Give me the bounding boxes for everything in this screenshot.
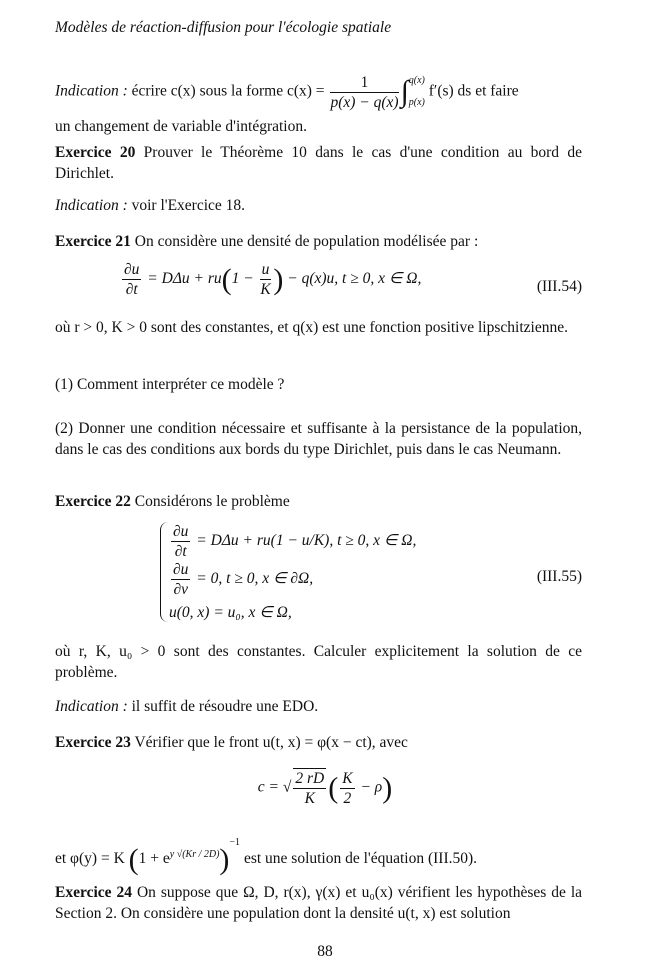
left-paren: ( xyxy=(328,771,339,805)
left-paren: ( xyxy=(128,842,139,876)
system-line xyxy=(169,522,416,560)
exponent: −1 xyxy=(229,837,241,848)
exercise-text: Prouver le Théorème 10 dans le cas d'une condition au bord de Dirichlet. xyxy=(55,144,583,182)
paragraph: où r, K, u₀ > 0 sont des constantes. Calculer explicitement la solution de ce problème. xyxy=(55,643,582,681)
exercise-label: Exercice 21 xyxy=(55,233,131,250)
text: voir l'Exercice 18. xyxy=(127,197,246,214)
fraction xyxy=(340,769,354,808)
eq-part: est une solution de l'équation (III.50). xyxy=(240,850,478,867)
text: un changement de variable d'intégration. xyxy=(55,118,307,135)
numerator: K xyxy=(342,769,353,787)
fraction xyxy=(171,522,190,561)
lower-bound: p(x) xyxy=(408,97,425,108)
numerator: u xyxy=(261,261,270,278)
system-line xyxy=(169,560,416,602)
eq-line: = 0, t ≥ 0, x ∈ ∂Ω, xyxy=(192,570,314,588)
exercise-21 xyxy=(55,231,582,252)
indication-label: Indication : xyxy=(55,82,128,100)
numerator: ∂u xyxy=(173,523,189,540)
fraction xyxy=(260,260,272,299)
text: il suffit de résoudre une EDO. xyxy=(127,698,319,715)
integral-bounds xyxy=(409,70,425,114)
exercise-text: On considère une densité de population modélisée par : xyxy=(130,233,479,250)
indication-20 xyxy=(55,195,582,216)
question-1: (1) Comment interpréter ce modèle ? xyxy=(55,376,285,393)
upper-bound: q(x) xyxy=(408,75,425,86)
text: écrire c(x) sous la forme c(x) = xyxy=(127,82,329,100)
exercise-20 xyxy=(55,142,582,184)
running-header: Modèles de réaction-diffusion pour l'écologie spatiale xyxy=(55,19,392,36)
fraction xyxy=(293,768,326,808)
right-paren: ) xyxy=(273,263,284,296)
eq-part: et φ(y) = K xyxy=(55,850,129,867)
equation-c xyxy=(0,768,650,808)
exercise-24 xyxy=(55,882,582,924)
indication-22 xyxy=(55,696,582,717)
equation-phi xyxy=(55,832,582,876)
denominator: ∂ν xyxy=(173,581,188,598)
exercise-label: Exercice 20 xyxy=(55,144,136,161)
exercise-23 xyxy=(55,732,582,753)
denominator: K xyxy=(304,790,315,807)
eq-line: u(0, x) = u₀, x ∈ Ω, xyxy=(169,604,292,621)
eq-part: 1 − xyxy=(231,270,258,288)
denominator: ∂t xyxy=(125,281,138,298)
numerator: ∂u xyxy=(173,561,189,578)
right-paren: ) xyxy=(382,771,393,805)
exercise-text: Considérons le problème xyxy=(130,493,290,510)
eq-part: − ρ xyxy=(356,778,383,796)
eq-part: 1 + e xyxy=(138,850,170,867)
eq-part: − q(x)u, t ≥ 0, x ∈ Ω, xyxy=(283,270,422,288)
text: f′(s) ds et faire xyxy=(424,82,519,100)
indication-label: Indication : xyxy=(55,698,128,715)
exercise-label: Exercice 22 xyxy=(55,493,131,510)
denominator: K xyxy=(260,281,271,298)
integral-sign: ∫ xyxy=(400,75,409,108)
eq-part: c = √ xyxy=(257,778,292,796)
eq-line: = DΔu + ru(1 − u/K), t ≥ 0, x ∈ Ω, xyxy=(192,532,417,550)
fraction xyxy=(171,560,190,599)
equation-number: (III.55) xyxy=(536,568,582,585)
exercise-label: Exercice 23 xyxy=(55,734,131,751)
eq-part: = DΔu + ru xyxy=(143,270,222,288)
exercise-label: Exercice 24 xyxy=(55,884,132,901)
exercise-text: Vérifier que le front u(t, x) = φ(x − ct), avec xyxy=(130,734,408,751)
indication-label: Indication : xyxy=(55,197,128,214)
page-number: 88 xyxy=(317,943,333,960)
system-III-55 xyxy=(160,522,416,622)
indication-paragraph xyxy=(55,70,582,140)
fraction xyxy=(330,73,398,112)
denominator: p(x) − q(x) xyxy=(330,93,399,111)
denominator: 2 xyxy=(343,789,352,807)
right-paren: ) xyxy=(219,842,230,876)
numerator: 1 xyxy=(330,73,398,93)
equation-number: (III.54) xyxy=(536,278,582,295)
paragraph: où r > 0, K > 0 sont des constantes, et q(x) est une fonction positive lipschitzienne. xyxy=(55,319,568,336)
exercise-22 xyxy=(55,491,582,512)
denominator: ∂t xyxy=(174,543,187,560)
left-paren: ( xyxy=(221,263,232,296)
exponent: y √(Kr / 2D) xyxy=(169,848,220,860)
fraction xyxy=(122,260,141,299)
equation-III-54 xyxy=(120,260,421,299)
exercise-text: On suppose que Ω, D, r(x), γ(x) et u₀(x) vérifient les hypothèses de la Section 2. On considère une population dont la densité u(t, x) est solution xyxy=(55,884,583,922)
numerator: ∂u xyxy=(124,261,140,278)
numerator: 2 rD xyxy=(295,770,325,787)
question-2: (2) Donner une condition nécessaire et suffisante à la persistance de la population, dans le cas des conditions aux bords du type Dirichlet, puis dans le cas Neumann. xyxy=(55,420,582,458)
